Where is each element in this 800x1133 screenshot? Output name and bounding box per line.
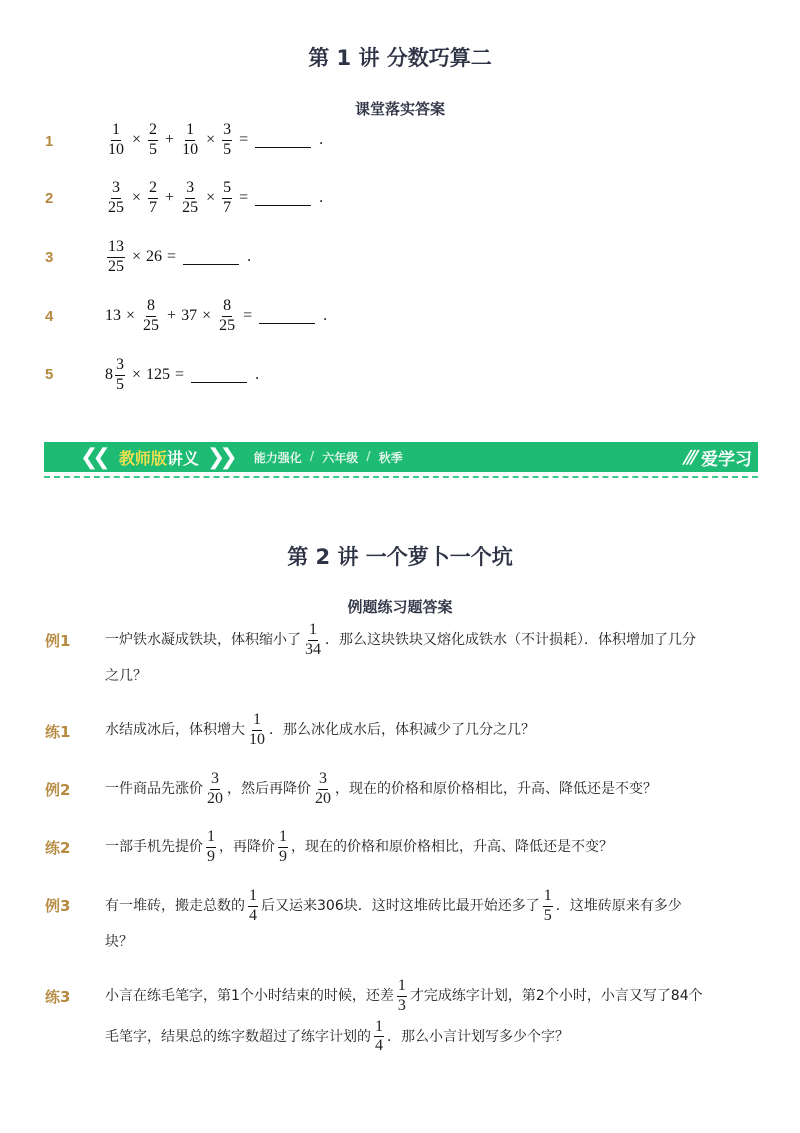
problem-3-expression: $\frac{13}{25}$ × 26 = . — [108, 238, 252, 275]
chevron-left-icon: ❮❮ — [80, 444, 105, 470]
teacher-edition-banner — [44, 442, 758, 472]
problem-number: 3 — [45, 249, 54, 266]
problem-number: 1 — [45, 133, 54, 150]
answer-blank[interactable] — [255, 191, 311, 206]
problem-2-expression: $\frac{3}{25}$ × $\frac{2}{7}$ + $\frac{3}{25}$ × $\frac{5}{7}$ = . — [108, 179, 324, 216]
brand-logo: /// 爱学习 — [681, 446, 752, 470]
fraction: $\frac{2}{5}$ — [149, 121, 158, 158]
problem-text: 一炉铁水凝成铁块，体积缩小了 $\frac{1}{34}$ ．那么这块铁块又熔化成铁水（不计损耗）．体积增加了几分 之几？ — [105, 621, 696, 684]
fraction: $\frac{3}{25}$ — [108, 179, 124, 216]
problem-number: 2 — [45, 190, 54, 207]
problem-text: 一件商品先涨价 $\frac{3}{20}$ ，然后再降价 $\frac{3}{20}$ ，现在的价格和原价格相比，升高、降低还是不变？ — [105, 770, 657, 807]
fraction: $\frac{3}{25}$ — [182, 179, 199, 216]
problem-label: 例2 — [45, 781, 71, 799]
fraction: $\frac{1}{10}$ — [108, 121, 124, 158]
answer-blank[interactable] — [259, 309, 315, 324]
edition-label: 教师版讲义 — [118, 448, 199, 468]
fraction: $\frac{3}{5}$ — [116, 356, 124, 393]
logo-icon: /// — [681, 446, 698, 468]
problem-label: 练1 — [45, 723, 71, 741]
problem-number: 5 — [45, 366, 54, 383]
fraction: $\frac{3}{5}$ — [223, 121, 232, 158]
lecture1-subtitle: 课堂落实答案 — [354, 100, 445, 118]
divider — [44, 476, 758, 478]
problem-label: 例3 — [45, 897, 71, 915]
lecture1-title: 第 1 讲 分数巧算二 — [308, 46, 492, 70]
answer-blank[interactable] — [255, 133, 311, 148]
problem-number: 4 — [45, 308, 54, 325]
lecture2-title: 第 2 讲 一个萝卜一个坑 — [287, 545, 513, 569]
problem-text: 水结成冰后，体积增大 $\frac{1}{10}$ ．那么冰化成水后，体积减少了几分之几？ — [105, 711, 535, 748]
problem-label: 练3 — [45, 988, 71, 1006]
fraction: $\frac{2}{7}$ — [149, 179, 158, 216]
problem-5-expression: 8 $\frac{3}{5}$ × 125 = . — [105, 356, 260, 393]
chevron-right-icon: ❯❯ — [206, 444, 232, 470]
problem-label: 练2 — [45, 839, 71, 857]
problem-text: 小言在练毛笔字，第1个小时结束的时候，还差 $\frac{1}{3}$ 才完成练字计划，第2个小时，小言又写了84个 毛笔字，结果总的练字数超过了练字计划的 $\frac{1}{4}$ ．那么小言计划写多少个字？ — [105, 977, 703, 1055]
problem-text: 一部手机先提价 $\frac{1}{9}$ ，再降价 $\frac{1}{9}$ ，现在的价格和原价格相比，升高、降低还是不变？ — [105, 828, 613, 865]
problem-text: 有一堆砖，搬走总数的 $\frac{1}{4}$ 后又运来306块．这时这堆砖比最开始还多了 $\frac{1}{5}$ ．这堆砖原来有多少 块？ — [105, 887, 682, 950]
breadcrumb: 能力强化 / 六年级 / 秋季 — [253, 448, 403, 465]
problem-4-expression: 13 × $\frac{8}{25}$ + 37 × $\frac{8}{25}$ = . — [105, 297, 328, 334]
answer-blank[interactable] — [191, 368, 247, 383]
fraction: $\frac{13}{25}$ — [108, 238, 124, 275]
answer-blank[interactable] — [183, 250, 239, 265]
problem-1-expression: $\frac{1}{10}$ × $\frac{2}{5}$ + $\frac{1}{10}$ × $\frac{3}{5}$ = . — [108, 121, 324, 158]
fraction: $\frac{1}{10}$ — [182, 121, 199, 158]
lecture2-subtitle: 例题练习题答案 — [347, 598, 453, 616]
fraction: $\frac{8}{25}$ — [143, 297, 160, 334]
problem-label: 例1 — [45, 632, 71, 650]
fraction: $\frac{8}{25}$ — [219, 297, 236, 334]
fraction: $\frac{5}{7}$ — [223, 179, 232, 216]
